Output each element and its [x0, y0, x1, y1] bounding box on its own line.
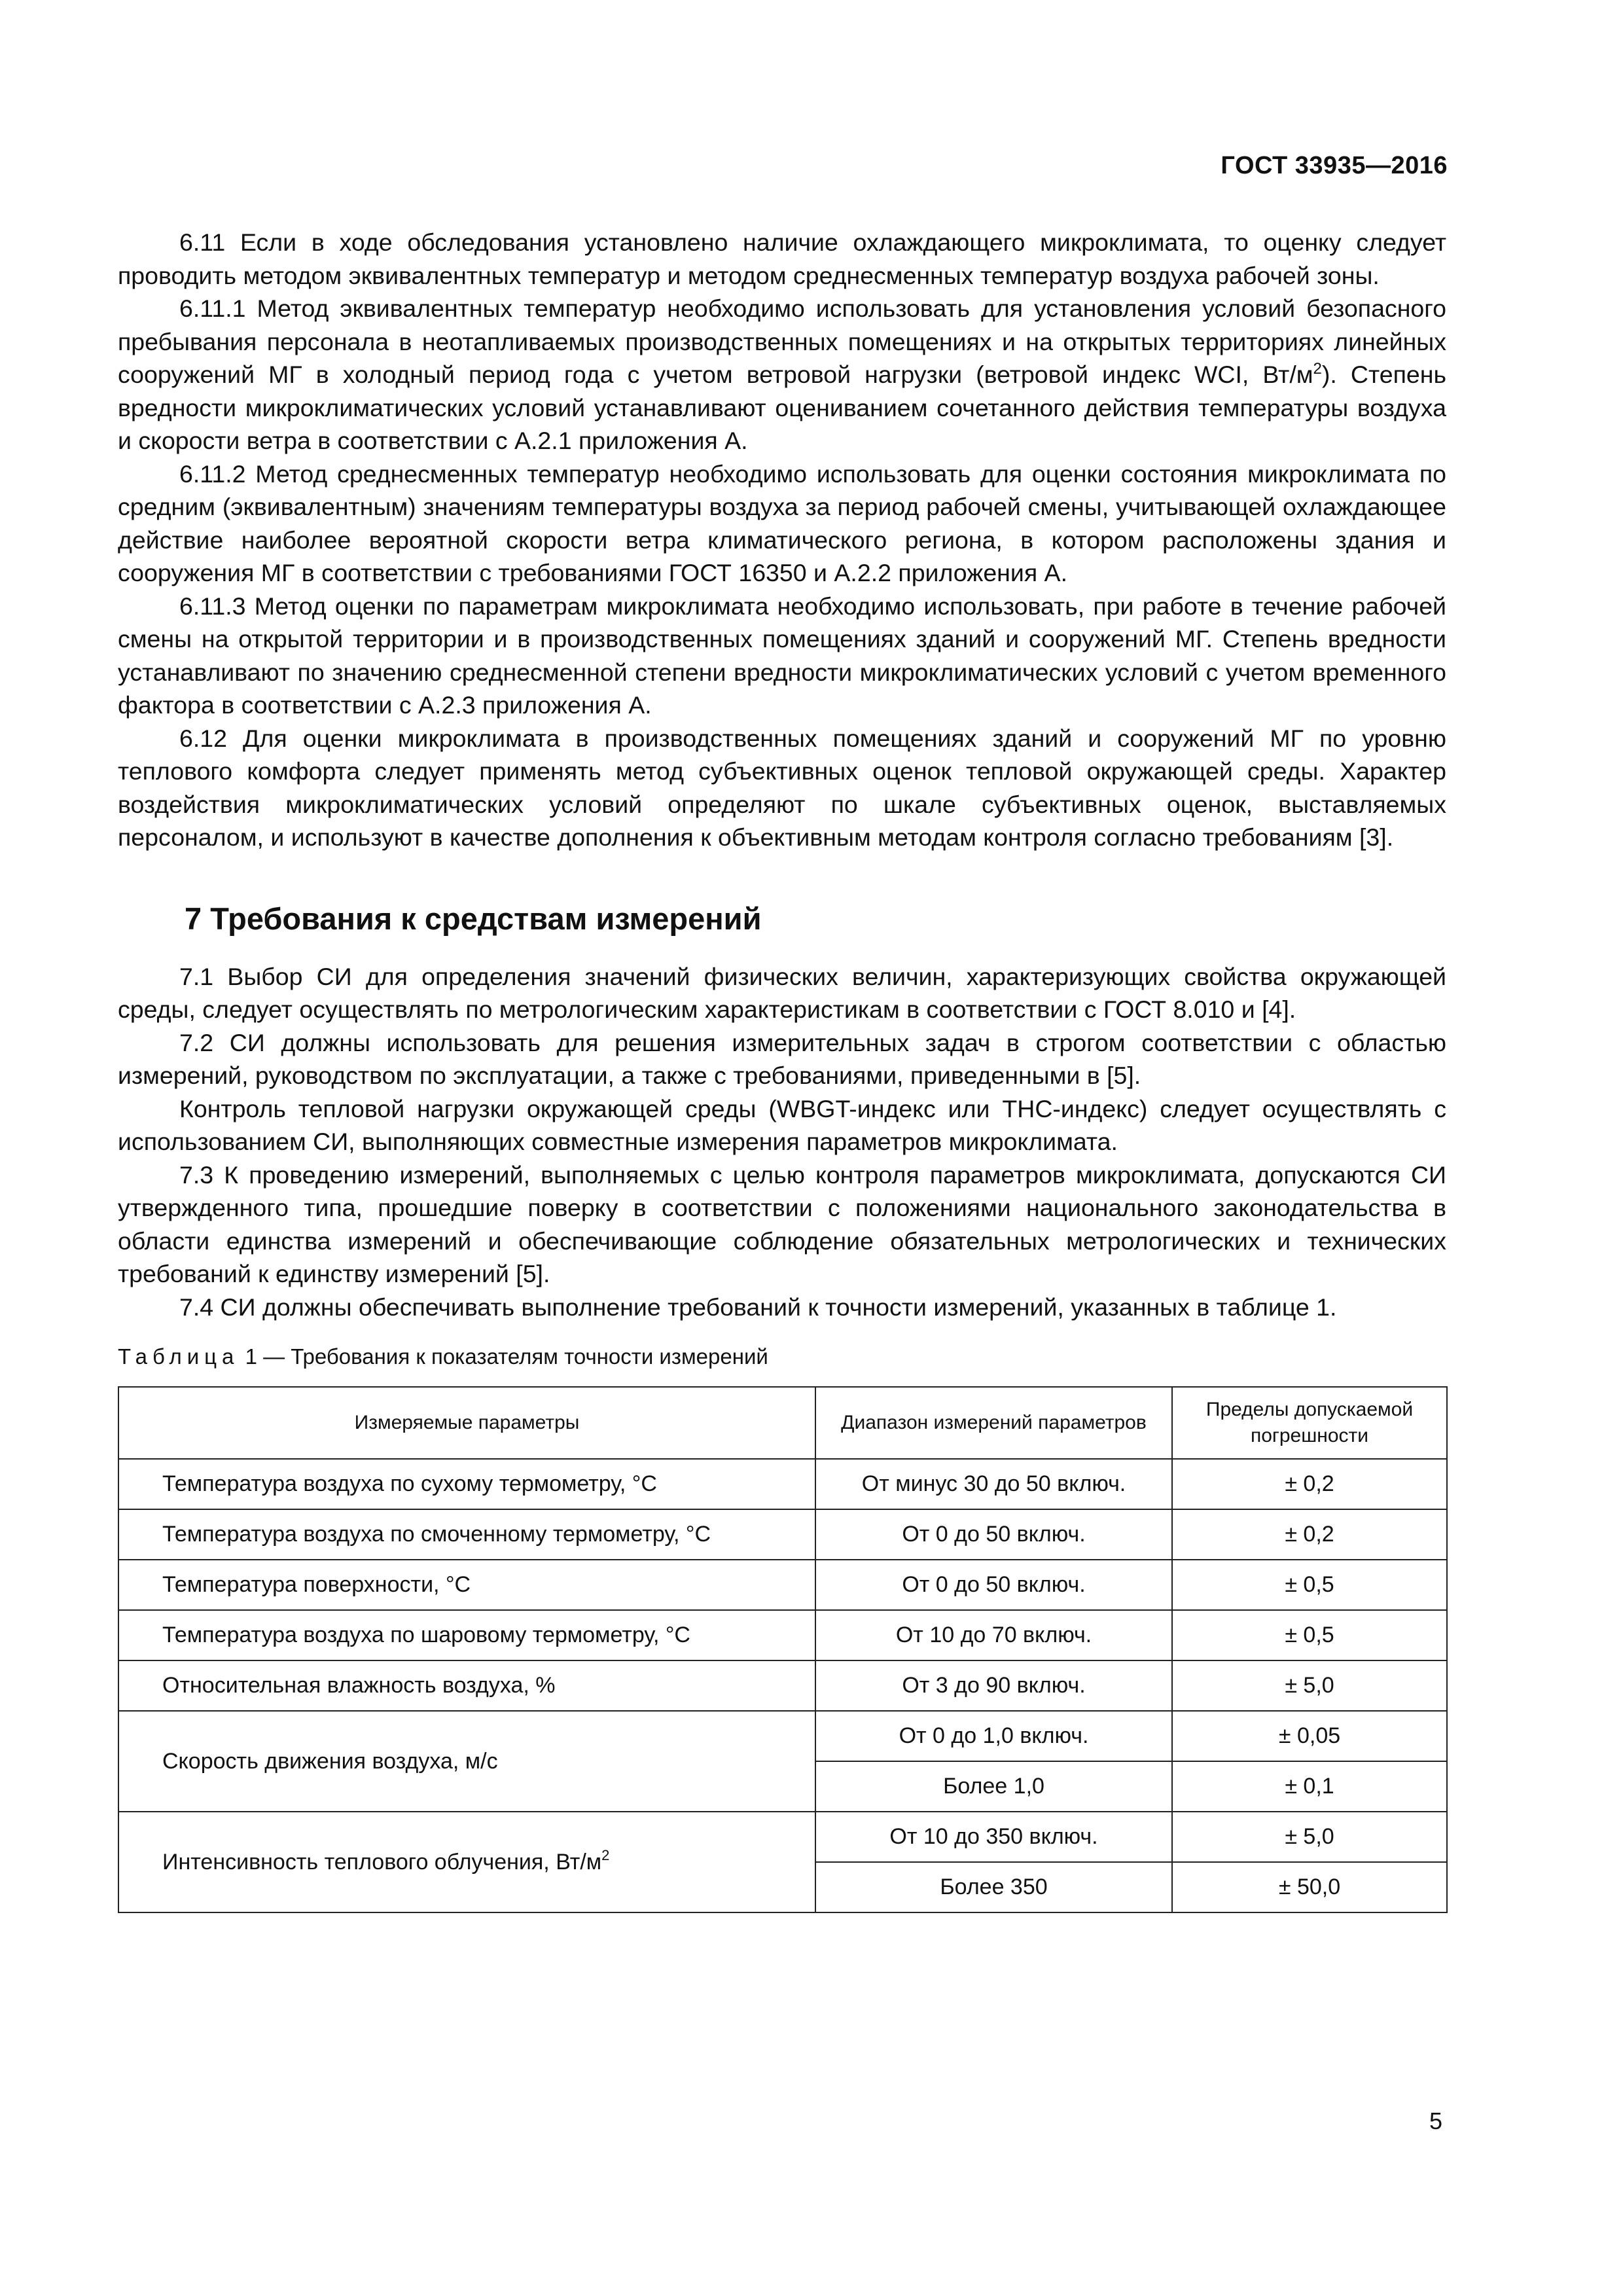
cell-error: ± 50,0	[1172, 1862, 1447, 1912]
superscript: 2	[601, 1846, 610, 1863]
paragraph-6-11: 6.11 Если в ходе обследования установлено наличие охлаждающего микроклимата, то оценку следует проводить методом эквивалентных температур и методом среднесменных температур воздуха рабочей зоны.	[118, 228, 1446, 289]
cell-range: От 10 до 70 включ.	[815, 1610, 1172, 1660]
table-caption-text: 1 — Требования к показателям точности измерений	[245, 1344, 768, 1369]
document-body	[118, 226, 1446, 1913]
paragraph-7-1: 7.1 Выбор СИ для определения значений физических величин, характеризующих свойства окружающей среды, следует осуществлять по метрологическим характеристикам в соответствии с ГОСТ 8.010 и [4].	[118, 962, 1446, 1023]
cell-parameter: Относительная влажность воздуха, %	[118, 1660, 815, 1711]
cell-error: ± 0,5	[1172, 1610, 1447, 1660]
cell-parameter: Температура воздуха по шаровому термометру, °С	[118, 1610, 815, 1660]
irradiation-label: Интенсивность теплового облучения, Вт/м	[162, 1849, 602, 1874]
cell-error: ± 0,2	[1172, 1509, 1447, 1560]
cell-error: ± 5,0	[1172, 1660, 1447, 1711]
page-number: 5	[1429, 2108, 1442, 2134]
cell-range: От 0 до 1,0 включ.	[815, 1711, 1172, 1761]
header-range: Диапазон измерений параметров	[815, 1387, 1172, 1459]
table-row	[118, 1509, 1447, 1560]
table-caption	[118, 1342, 1446, 1372]
table-caption-label: Таблица	[118, 1344, 240, 1369]
cell-parameter: Температура воздуха по смоченному термометру, °С	[118, 1509, 815, 1560]
cell-range: От 10 до 350 включ.	[815, 1812, 1172, 1862]
cell-error: ± 5,0	[1172, 1812, 1447, 1862]
table-row	[118, 1610, 1447, 1660]
paragraph-6-11-2: 6.11.2 Метод среднесменных температур необходимо использовать для оценки состояния микроклимата по средним (эквивалентным) значениям температуры воздуха за период рабочей смены, учитывающей охлаждающее действие наиболее вероятной скорости ветра климатического региона, в котором расположены здания и сооружения МГ в соответствии с требованиями ГОСТ 16350 и А.2.2 приложения А.	[118, 459, 1446, 586]
table-header-row	[118, 1387, 1447, 1459]
paragraph-6-11-1-part1: 6.11.1 Метод эквивалентных температур необходимо использовать для установления условий безопасного пребывания персонала в неотапливаемых производственных помещениях и на открытых территориях линейных сооружений МГ в холодный период года с учетом ветровой нагрузки (ветровой индекс WCI, Вт/м	[118, 295, 1446, 388]
paragraph-7-3: 7.3 К проведению измерений, выполняемых с целью контроля параметров микроклимата, допускаются СИ утвержденного типа, прошедшие поверку в соответствии с положениями национального законодательства в области единства измерений и обеспечивающие соблюдение обязательных метрологических и технических требований к единству измерений [5].	[118, 1160, 1446, 1287]
header-error: Пределы допускаемой погрешности	[1172, 1387, 1447, 1459]
cell-range: От 0 до 50 включ.	[815, 1560, 1172, 1610]
header-parameters: Измеряемые параметры	[118, 1387, 815, 1459]
cell-error: ± 0,2	[1172, 1459, 1447, 1509]
cell-range: От минус 30 до 50 включ.	[815, 1459, 1172, 1509]
table-row	[118, 1560, 1447, 1610]
paragraph-6-11-3: 6.11.3 Метод оценки по параметрам микроклимата необходимо использовать, при работе в течение рабочей смены на открытой территории и в производственных помещениях зданий и сооружений МГ. Степень вредности устанавливают по значению среднесменной степени вредности микроклиматических условий с учетом временного фактора в соответствии с А.2.3 приложения А.	[118, 592, 1446, 719]
table-row	[118, 1812, 1447, 1862]
paragraph-6-11-1	[118, 292, 1446, 457]
cell-error: ± 0,5	[1172, 1560, 1447, 1610]
accuracy-table	[118, 1386, 1448, 1913]
table-row	[118, 1711, 1447, 1761]
cell-error: ± 0,1	[1172, 1761, 1447, 1812]
document-header: ГОСТ 33935—2016	[1221, 152, 1448, 179]
cell-range: Более 1,0	[815, 1761, 1172, 1812]
paragraph-7-4: 7.4 СИ должны обеспечивать выполнение требований к точности измерений, указанных в таблице 1.	[179, 1293, 1337, 1321]
section-heading: 7 Требования к средствам измерений	[185, 901, 762, 936]
superscript: 2	[1313, 360, 1322, 378]
cell-error: ± 0,05	[1172, 1711, 1447, 1761]
cell-parameter-irradiation	[118, 1812, 815, 1912]
cell-parameter: Температура воздуха по сухому термометру, °С	[118, 1459, 815, 1509]
paragraph-7-2-control: Контроль тепловой нагрузки окружающей среды (WBGT-индекс или ТНС-индекс) следует осуществлять с использованием СИ, выполняющих совместные измерения параметров микроклимата.	[118, 1094, 1446, 1155]
cell-range: От 3 до 90 включ.	[815, 1660, 1172, 1711]
table-row	[118, 1660, 1447, 1711]
cell-range: От 0 до 50 включ.	[815, 1509, 1172, 1560]
cell-range: Более 350	[815, 1862, 1172, 1912]
paragraph-6-12: 6.12 Для оценки микроклимата в производственных помещениях зданий и сооружений МГ по уровню теплового комфорта следует применять метод субъективных оценок тепловой окружающей среды. Характер воздействия микроклиматических условий определяют по шкале субъективных оценок, выставляемых персоналом, и используют в качестве дополнения к объективным методам контроля согласно требованиям [3].	[118, 724, 1446, 851]
cell-parameter: Температура поверхности, °С	[118, 1560, 815, 1610]
paragraph-7-2: 7.2 СИ должны использовать для решения измерительных задач в строгом соответствии с областью измерений, руководством по эксплуатации, а также с требованиями, приведенными в [5].	[118, 1028, 1446, 1089]
cell-parameter-air-speed: Скорость движения воздуха, м/с	[118, 1711, 815, 1812]
table-row	[118, 1459, 1447, 1509]
paragraph-6-11-1-part2: ). Степень вредности микроклиматических условий устанавливают оцениванием сочетанного действия температуры воздуха и скорости ветра в соответствии с А.2.1 приложения А.	[118, 361, 1446, 454]
